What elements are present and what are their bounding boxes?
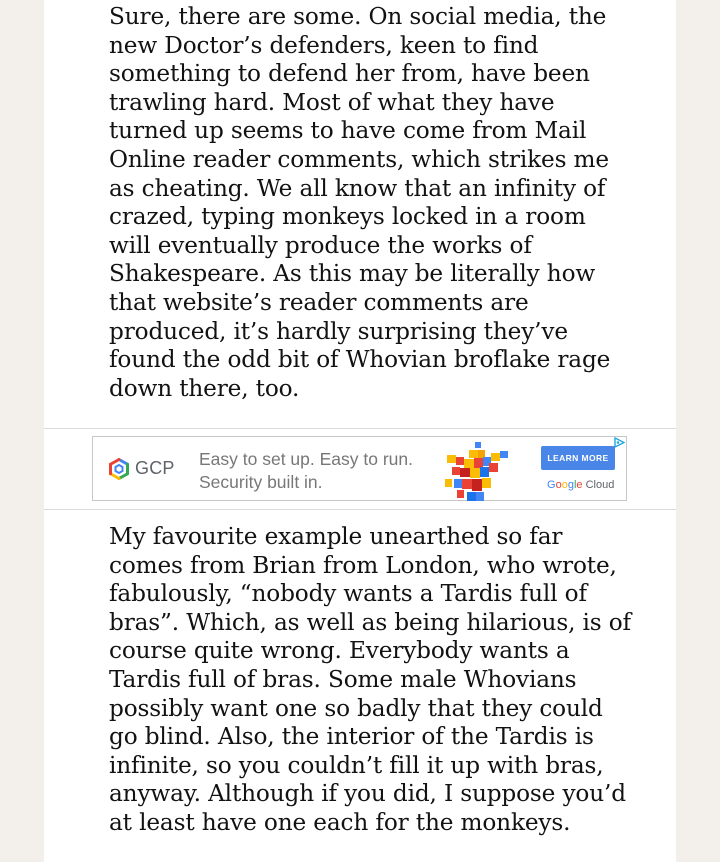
gcp-ad-banner[interactable] xyxy=(92,436,627,501)
text-line: go blind. Also, the interior of the Tardis is xyxy=(109,723,594,751)
text-line: that website’s reader comments are xyxy=(109,288,529,316)
ad-divider-bottom xyxy=(44,509,676,510)
text-line: produced, it’s hardly surprising they’ve xyxy=(109,317,568,345)
article-paragraph-2 xyxy=(109,523,649,838)
text-line: will eventually produce the works of xyxy=(109,231,532,259)
text-line: My favourite example unearthed so far xyxy=(109,523,563,550)
text-line: possibly want one so badly that they could xyxy=(109,694,603,722)
text-line: trawling hard. Most of what they have xyxy=(109,88,555,116)
isometric-blocks-art xyxy=(443,441,515,503)
text-line: crazed, typing monkeys locked in a room xyxy=(109,203,586,231)
ad-copy xyxy=(199,448,413,494)
gcp-hexagon-logo xyxy=(108,458,130,480)
ad-divider-top xyxy=(44,428,676,429)
text-line: down there, too. xyxy=(109,374,300,402)
text-line: infinite, so you couldn’t fill it up with bras, xyxy=(109,751,604,779)
text-line: bras”. Which, as well as being hilarious, is of xyxy=(109,608,631,636)
gcp-brand-label: GCP xyxy=(135,458,175,478)
text-line: as cheating. We all know that an infinity of xyxy=(109,174,606,202)
ad-subline: Security built in. xyxy=(199,472,323,492)
text-line: Tardis full of bras. Some male Whovians xyxy=(109,665,577,693)
article-paragraph-1 xyxy=(109,3,649,403)
text-line: Online reader comments, which strikes me xyxy=(109,145,609,173)
text-line: at least have one each for the monkeys. xyxy=(109,808,571,836)
text-line: found the odd bit of Whovian broflake rage xyxy=(109,346,611,374)
text-line: Shakespeare. As this may be literally how xyxy=(109,260,596,288)
text-line: comes from Brian from London, who wrote, xyxy=(109,551,617,579)
text-line: turned up seems to have come from Mail xyxy=(109,117,587,145)
text-line: something to defend her from, have been xyxy=(109,60,590,88)
text-line: anyway. Although if you did, I suppose you’d xyxy=(109,780,626,808)
text-line: course quite wrong. Everybody wants a xyxy=(109,637,570,665)
article-page xyxy=(44,0,676,862)
google-cloud-logo: Google Cloud xyxy=(547,479,615,491)
text-line: new Doctor’s defenders, keen to find xyxy=(109,31,539,59)
text-line: Sure, there are some. On social media, the xyxy=(109,3,607,30)
ad-headline: Easy to set up. Easy to run. xyxy=(199,449,413,469)
text-line: fabulously, “nobody wants a Tardis full of xyxy=(109,580,587,608)
learn-more-button[interactable]: LEARN MORE xyxy=(541,446,615,470)
